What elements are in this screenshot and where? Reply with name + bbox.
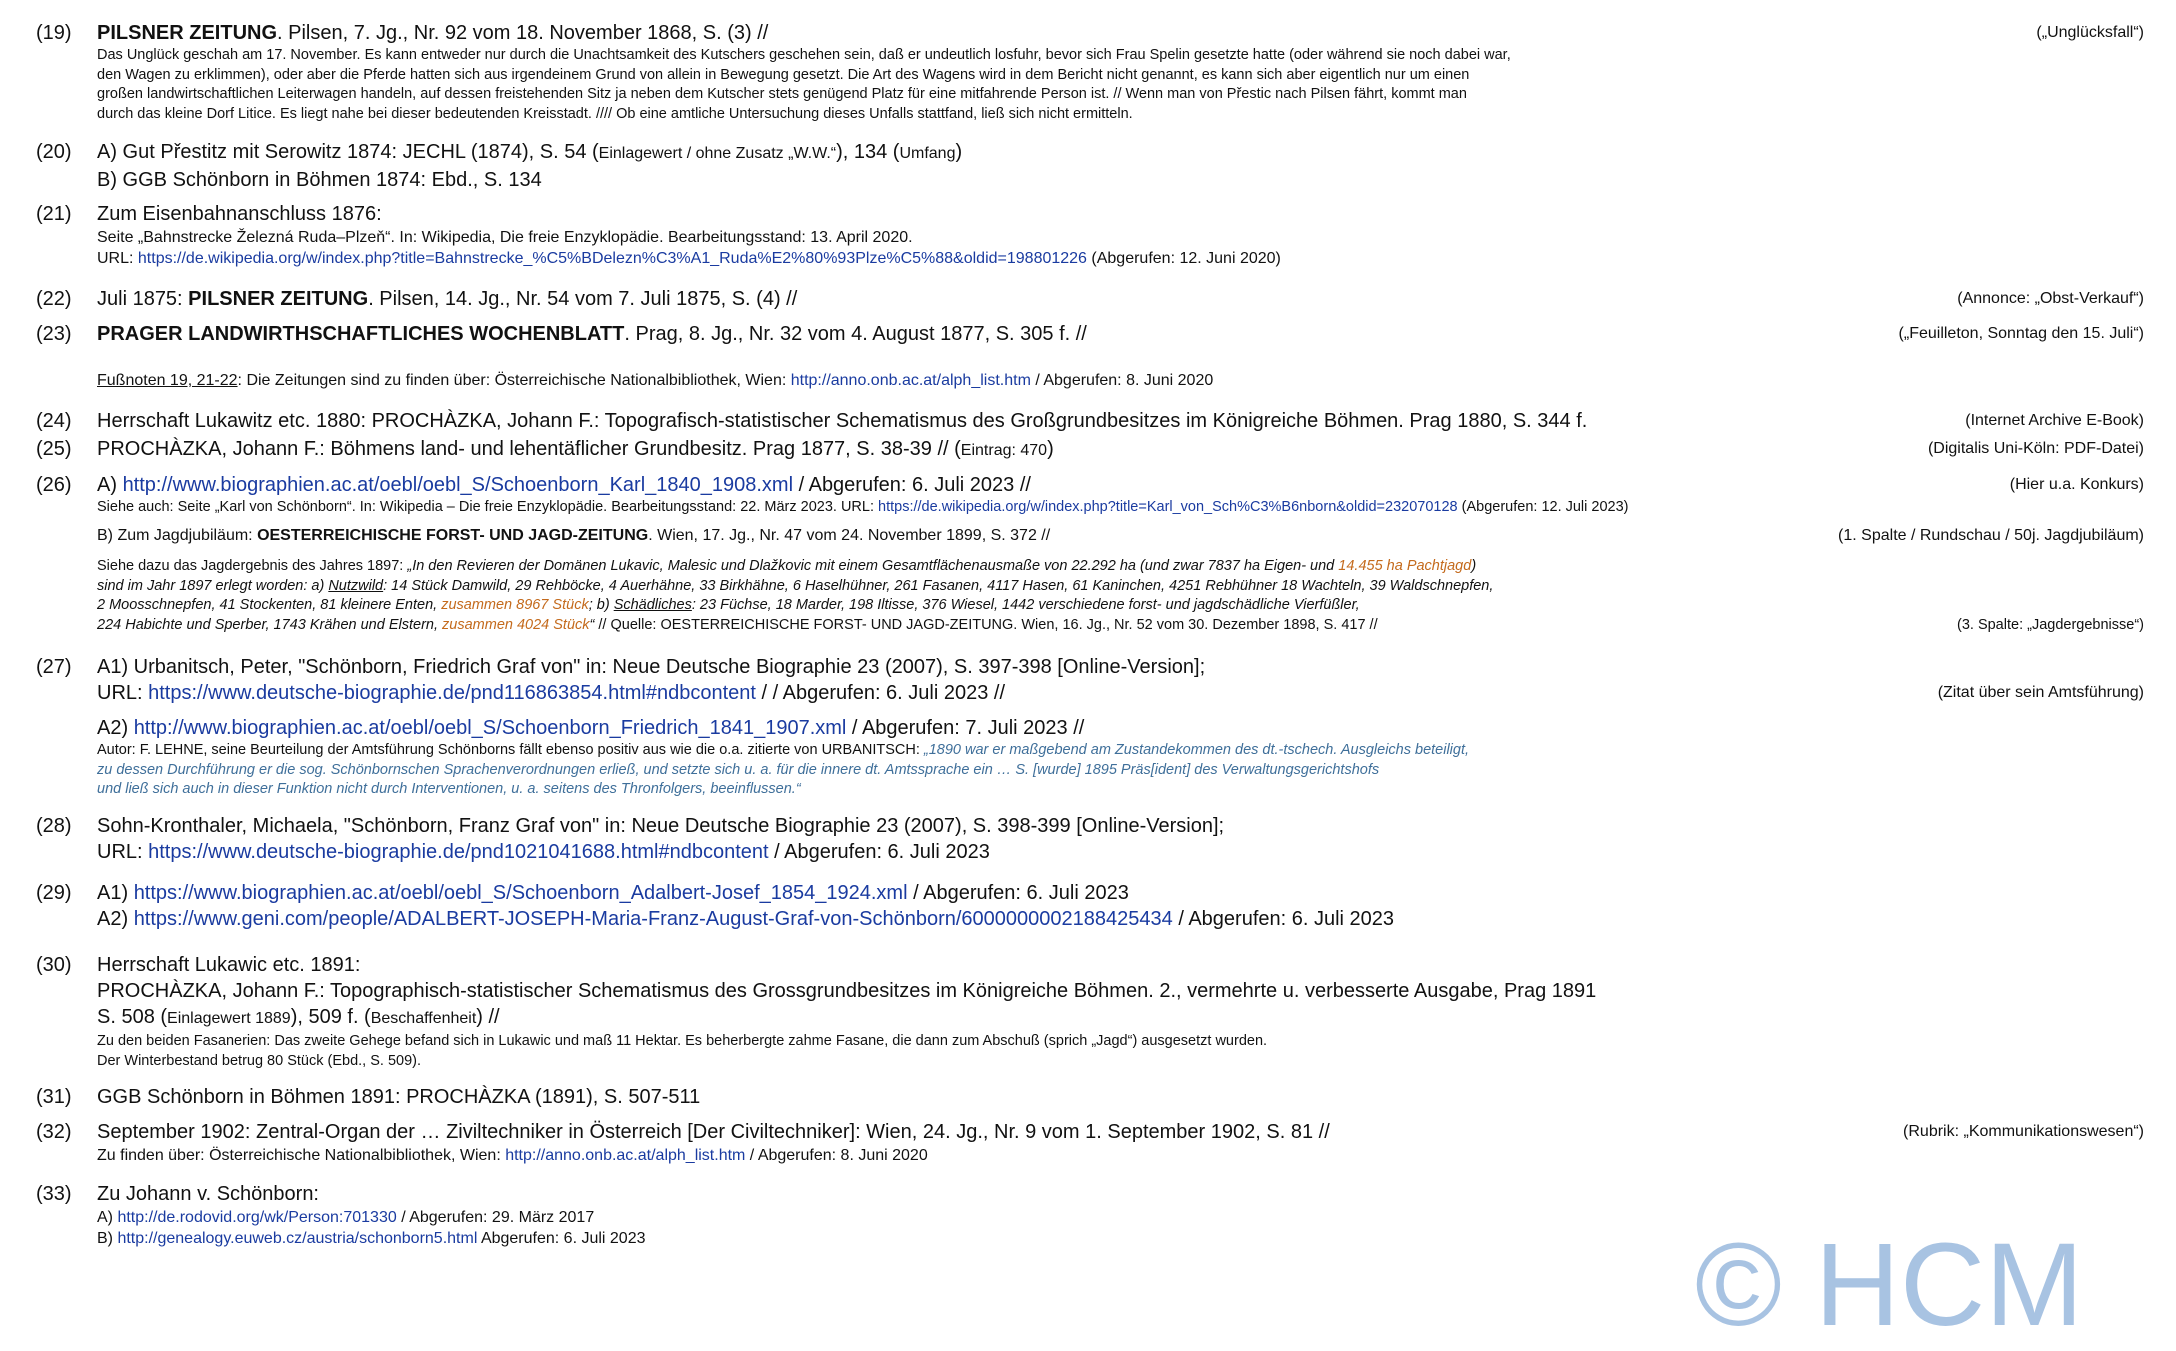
citation-text: B) GGB Schönborn in Böhmen 1874: Ebd., S. 134 bbox=[97, 169, 542, 191]
wikipedia-link[interactable]: https://de.wikipedia.org/w/index.php?title=Bahnstrecke_%C5%BDelezn%C3%A1_Ruda%E2%80%93Plze%C5%88&oldid=198801226 bbox=[137, 250, 1087, 267]
citation-text: . Pilsen, 7. Jg., Nr. 92 vom 18. November 1868, S. (3) // bbox=[277, 22, 769, 44]
biographien-link[interactable]: http://www.biographien.ac.at/oebl/oebl_S/Schoenborn_Karl_1840_1908.xml bbox=[122, 474, 794, 496]
access-date: / Abgerufen: 8. Juni 2020 bbox=[1030, 372, 1214, 389]
citation-text: B) bbox=[97, 1230, 118, 1247]
citation-text: S. 508 ( bbox=[97, 1006, 168, 1028]
entry-title: Zu Johann v. Schönborn: bbox=[97, 1183, 319, 1205]
anno-link[interactable]: http://anno.onb.ac.at/alph_list.htm bbox=[790, 372, 1031, 389]
note-line: den Wagen zu erklimmen), oder aber die Pferde hatten sich aus irgendeinem Grund von allein in Bewegung gesetzt. Die Art des Wagens wird in dem Bericht nicht genannt, es kann sich aber eigentlich nur um einen bbox=[97, 66, 1470, 83]
note-line: großen landwirtschaftlichen Leiterwagen handeln, auf dessen freistehenden Sitz ja neben dem Kutscher stets genügend Platz für eine mitfahrende Person ist. // Wenn man von Přestic nach Pilsen fährt, kommt man bbox=[97, 86, 1467, 102]
entry-number: (32) bbox=[36, 1121, 72, 1143]
citation-text: ) bbox=[1047, 438, 1054, 460]
newspaper-title: PILSNER ZEITUNG bbox=[97, 22, 278, 44]
quote-text: zu dessen Durchführung er die sog. Schönbornschen Sprachenverordnungen erließ, und setzte sich u. a. für die innere dt. Amtssprache ein … S. [wurde] 1895 Präs[ident] des Verwaltungsgerichtshofs bbox=[97, 761, 1380, 778]
quote-text: „1890 war er maßgebend am Zustandekommen des dt.-tschech. Ausgleichs beteiligt, bbox=[923, 742, 1470, 758]
citation-text: ), 509 f. ( bbox=[290, 1006, 371, 1028]
citation-text: ), 134 ( bbox=[836, 141, 900, 163]
geni-link[interactable]: https://www.geni.com/people/ADALBERT-JOSEPH-Maria-Franz-August-Graf-von-Schönborn/6000000002188425434 bbox=[133, 908, 1173, 930]
entry-number: (22) bbox=[36, 288, 72, 310]
quote-text: 224 Habichte und Sperber, 1743 Krähen und Elstern, bbox=[97, 616, 443, 633]
side-note: (3. Spalte: „Jagdergebnisse“) bbox=[1957, 617, 2144, 633]
side-note: („Unglücksfall“) bbox=[2036, 24, 2144, 41]
citation-text: . Wien, 17. Jg., Nr. 47 vom 24. November 1899, S. 372 // bbox=[648, 527, 1051, 544]
side-note: („Feuilleton, Sonntag den 15. Juli“) bbox=[1898, 325, 2144, 342]
access-date: Abgerufen: 6. Juli 2023 bbox=[477, 1230, 646, 1247]
entry-number: (28) bbox=[36, 815, 72, 837]
citation-text: PROCHÀZKA, Johann F.: Böhmens land- und lehentäflicher Grundbesitz. Prag 1877, S. 38-39 // ( bbox=[97, 438, 961, 460]
note-line: durch das kleine Dorf Litice. Es liegt nahe bei dieser bedeutenden Kreisstadt. //// Ob eine amtliche Untersuchung dieses Unfalls stattfand, ließ sich nicht ermitteln. bbox=[97, 105, 1133, 122]
access-date: / Abgerufen: 8. Juni 2020 bbox=[745, 1147, 928, 1164]
rodovid-link[interactable]: http://de.rodovid.org/wk/Person:701330 bbox=[117, 1209, 397, 1226]
side-note: (1. Spalte / Rundschau / 50j. Jagdjubiläum) bbox=[1838, 527, 2144, 544]
quote-text: Nutzwild bbox=[328, 577, 384, 594]
citation-text: A1) bbox=[97, 882, 134, 904]
side-note: (Digitalis Uni-Köln: PDF-Datei) bbox=[1927, 440, 2144, 457]
access-date: / Abgerufen: 6. Juli 2023 bbox=[768, 841, 990, 863]
quote-text: ; b) bbox=[588, 597, 614, 613]
access-date: / Abgerufen: 29. März 2017 bbox=[396, 1209, 595, 1226]
copyright-watermark: © HCM bbox=[1695, 1219, 2084, 1351]
newspaper-title: PRAGER LANDWIRTHSCHAFTLICHES WOCHENBLATT bbox=[97, 323, 625, 345]
note-text: : Die Zeitungen sind zu finden über: Österreichische Nationalbibliothek, Wien: bbox=[237, 372, 791, 389]
citation-text: . Pilsen, 14. Jg., Nr. 54 vom 7. Juli 1875, S. (4) // bbox=[368, 288, 798, 310]
entry-title: Herrschaft Lukawic etc. 1891: bbox=[97, 954, 361, 976]
citation-annotation: Beschaffenheit bbox=[370, 1010, 477, 1027]
citation-text: A) bbox=[97, 474, 123, 496]
entry-title: Zum Eisenbahnanschluss 1876: bbox=[97, 203, 382, 225]
citation-text: Juli 1875: bbox=[97, 288, 189, 310]
note-line: Das Unglück geschah am 17. November. Es kann entweder nur durch die Unachtsamkeit des Kutschers geschehen sein, daß er undeutlich losfuhr, bevor sich Frau Spelin gesetzte hatte (oder während sie noch dabei war, bbox=[97, 47, 1511, 63]
note-text: Autor: F. LEHNE, seine Beurteilung der Amtsführung Schönborns fällt ebenso positiv aus wie die o.a. zitierte von URBANITSCH: bbox=[97, 742, 924, 758]
footnote-label: Fußnoten 19, 21-22 bbox=[97, 372, 238, 389]
deutsche-biographie-link[interactable]: https://www.deutsche-biographie.de/pnd1021041688.html#ndbcontent bbox=[148, 841, 769, 863]
quote-text: : 23 Füchse, 18 Marder, 198 Iltisse, 376 Wiesel, 1442 verschiedene forst- und jagdschädliche Vierfüßler, bbox=[691, 597, 1360, 613]
note-text: Der Winterbestand betrug 80 Stück (Ebd., S. 509). bbox=[97, 1052, 421, 1069]
entry-number: (30) bbox=[36, 954, 72, 976]
newspaper-title: OESTERREICHISCHE FORST- UND JAGD-ZEITUNG bbox=[257, 527, 649, 544]
citation-annotation: Einlagewert 1889 bbox=[167, 1010, 291, 1027]
url-label: URL: bbox=[97, 841, 149, 863]
citation-text: PROCHÀZKA, Johann F.: Topographisch-statistischer Schematismus des Grossgrundbesitzes im Königreiche Böhmen. 2., vermehrte u. verbesserte Ausgabe, Prag 1891 bbox=[97, 980, 1597, 1002]
entry-number: (19) bbox=[36, 22, 72, 44]
access-date: / Abgerufen: 7. Juli 2023 // bbox=[846, 717, 1085, 739]
access-date: / / Abgerufen: 6. Juli 2023 // bbox=[755, 682, 1006, 704]
entry-number: (29) bbox=[36, 882, 72, 904]
quote-text: : 14 Stück Damwild, 29 Rehböcke, 4 Auerhähne, 33 Birkhähne, 6 Haselhühner, 261 Fasanen, 4117 Hasen, 61 Kaninchen, 4251 Rebhühner 18 Wachteln, 39 Waldschnepfen, bbox=[383, 577, 1494, 594]
citation-text: A) Gut Přestitz mit Serowitz 1874: JECHL (1874), S. 54 ( bbox=[97, 141, 599, 163]
deutsche-biographie-link[interactable]: https://www.deutsche-biographie.de/pnd116863854.html#ndbcontent bbox=[148, 682, 756, 704]
citation-text: Sohn-Kronthaler, Michaela, "Schönborn, Franz Graf von" in: Neue Deutsche Biographie 23 (2007), S. 398-399 [Online-Version]; bbox=[97, 815, 1225, 837]
biographien-link[interactable]: https://www.biographien.ac.at/oebl/oebl_S/Schoenborn_Adalbert-Josef_1854_1924.xml bbox=[133, 882, 908, 904]
citation-text: A2) bbox=[97, 908, 134, 930]
side-note: (Internet Archive E-Book) bbox=[1965, 412, 2144, 429]
highlight-text: zusammen 4024 Stück bbox=[442, 616, 590, 633]
side-note: (Hier u.a. Konkurs) bbox=[2009, 476, 2144, 493]
wikipedia-link[interactable]: https://de.wikipedia.org/w/index.php?title=Karl_von_Sch%C3%B6nborn&oldid=232070128 bbox=[878, 499, 1458, 515]
citation-text: ) bbox=[955, 141, 963, 163]
quote-text: 2 Moosschnepfen, 41 Stockenten, 81 kleinere Enten, bbox=[97, 597, 442, 613]
entry-number: (24) bbox=[36, 410, 72, 432]
citation-text: A1) Urbanitsch, Peter, "Schönborn, Friedrich Graf von" in: Neue Deutsche Biographie 23 (2007), S. 397-398 [Online-Version]; bbox=[97, 656, 1206, 678]
entry-number: (23) bbox=[36, 323, 72, 345]
access-date: (Abgerufen: 12. Juni 2020) bbox=[1086, 250, 1281, 267]
highlight-text: 14.455 ha Pachtjagd bbox=[1338, 558, 1472, 574]
url-label: URL: bbox=[97, 250, 138, 267]
quote-text: “ bbox=[589, 616, 595, 633]
citation-annotation: Einlagewert / ohne Zusatz „W.W.“ bbox=[598, 145, 837, 162]
citation-text: September 1902: Zentral-Organ der … Ziviltechniker in Österreich [Der Civiltechniker]: Wien, 24. Jg., Nr. 9 vom 1. September 1902, S. 81 // bbox=[97, 1121, 1330, 1143]
citation-text: Herrschaft Lukawitz etc. 1880: PROCHÀZKA, Johann F.: Topografisch-statistischer Schematismus des Großgrundbesitzes im Königreiche Böhmen. Prag 1880, S. 344 f. bbox=[97, 410, 1588, 432]
entry-number: (20) bbox=[36, 141, 72, 163]
side-note: (Rubrik: „Kommunikationswesen“) bbox=[1903, 1123, 2144, 1140]
citation-annotation: Umfang bbox=[899, 145, 956, 162]
highlight-text: zusammen 8967 Stück bbox=[441, 597, 589, 613]
access-date: (Abgerufen: 12. Juli 2023) bbox=[1457, 499, 1629, 515]
genealogy-link[interactable]: http://genealogy.euweb.cz/austria/schonborn5.html bbox=[117, 1230, 478, 1247]
biographien-link[interactable]: http://www.biographien.ac.at/oebl/oebl_S/Schoenborn_Friedrich_1841_1907.xml bbox=[133, 717, 847, 739]
citation-text: ) // bbox=[476, 1006, 500, 1028]
entry-number: (27) bbox=[36, 656, 72, 678]
note-text: Siehe auch: Seite „Karl von Schönborn“. In: Wikipedia – Die freie Enzyklopädie. Bearbeitungsstand: 22. März 2023. URL: bbox=[97, 499, 879, 515]
citation-text: B) Zum Jagdjubiläum: bbox=[97, 527, 258, 544]
citation-text: A2) bbox=[97, 717, 134, 739]
quote-text: Schädliches bbox=[613, 597, 692, 613]
entry-number: (33) bbox=[36, 1183, 72, 1205]
access-date: / Abgerufen: 6. Juli 2023 bbox=[1172, 908, 1395, 930]
quote-text: und ließ sich auch in dieser Funktion nicht durch Interventionen, u. a. seitens des Thronfolgers, beeinflussen.“ bbox=[97, 781, 801, 797]
quote-text: sind im Jahr 1897 erlegt worden: a) bbox=[97, 577, 329, 594]
entry-number: (26) bbox=[36, 474, 72, 496]
side-note: (Annonce: „Obst-Verkauf“) bbox=[1957, 290, 2144, 307]
citation-annotation: Eintrag: 470 bbox=[960, 442, 1048, 459]
url-label: URL: bbox=[97, 682, 149, 704]
newspaper-title: PILSNER ZEITUNG bbox=[188, 288, 369, 310]
access-date: / Abgerufen: 6. Juli 2023 // bbox=[793, 474, 1031, 496]
entry-number: (25) bbox=[36, 438, 72, 460]
anno-link[interactable]: http://anno.onb.ac.at/alph_list.htm bbox=[505, 1147, 746, 1164]
entry-number: (21) bbox=[36, 203, 72, 225]
citation-text: . Prag, 8. Jg., Nr. 32 vom 4. August 1877, S. 305 f. // bbox=[624, 323, 1087, 345]
citation-text: Seite „Bahnstrecke Železná Ruda–Plzeň“. In: Wikipedia, Die freie Enzyklopädie. Bearbeitungsstand: 13. April 2020. bbox=[97, 229, 913, 246]
quote-text: „In den Revieren der Domänen Lukavic, Malesic und Dlažkovic mit einem Gesamtflächenausmaße von 22.292 ha (und zwar 7837 ha Eigen- und bbox=[407, 558, 1339, 574]
quote-text: ) bbox=[1471, 558, 1477, 574]
access-date: / Abgerufen: 6. Juli 2023 bbox=[907, 882, 1129, 904]
note-text: Zu finden über: Österreichische Nationalbibliothek, Wien: bbox=[97, 1147, 506, 1164]
citation-text: A) bbox=[97, 1209, 118, 1226]
note-text: Zu den beiden Fasanerien: Das zweite Gehege befand sich in Lukawic und maß 11 Hektar. Es beherbergte zahme Fasane, die dann zum Abschuß (sprich „Jagd“) ausgesetzt wurden. bbox=[97, 1033, 1268, 1049]
side-note: (Zitat über sein Amtsführung) bbox=[1937, 684, 2144, 701]
entry-number: (31) bbox=[36, 1086, 72, 1108]
note-text: Siehe dazu das Jagdergebnis des Jahres 1897: bbox=[97, 558, 408, 574]
source-text: // Quelle: OESTERREICHISCHE FORST- UND JAGD-ZEITUNG. Wien, 16. Jg., Nr. 52 vom 30. Dezember 1898, S. 417 // bbox=[594, 616, 1378, 633]
citation-text: GGB Schönborn in Böhmen 1891: PROCHÀZKA (1891), S. 507-511 bbox=[97, 1086, 701, 1108]
